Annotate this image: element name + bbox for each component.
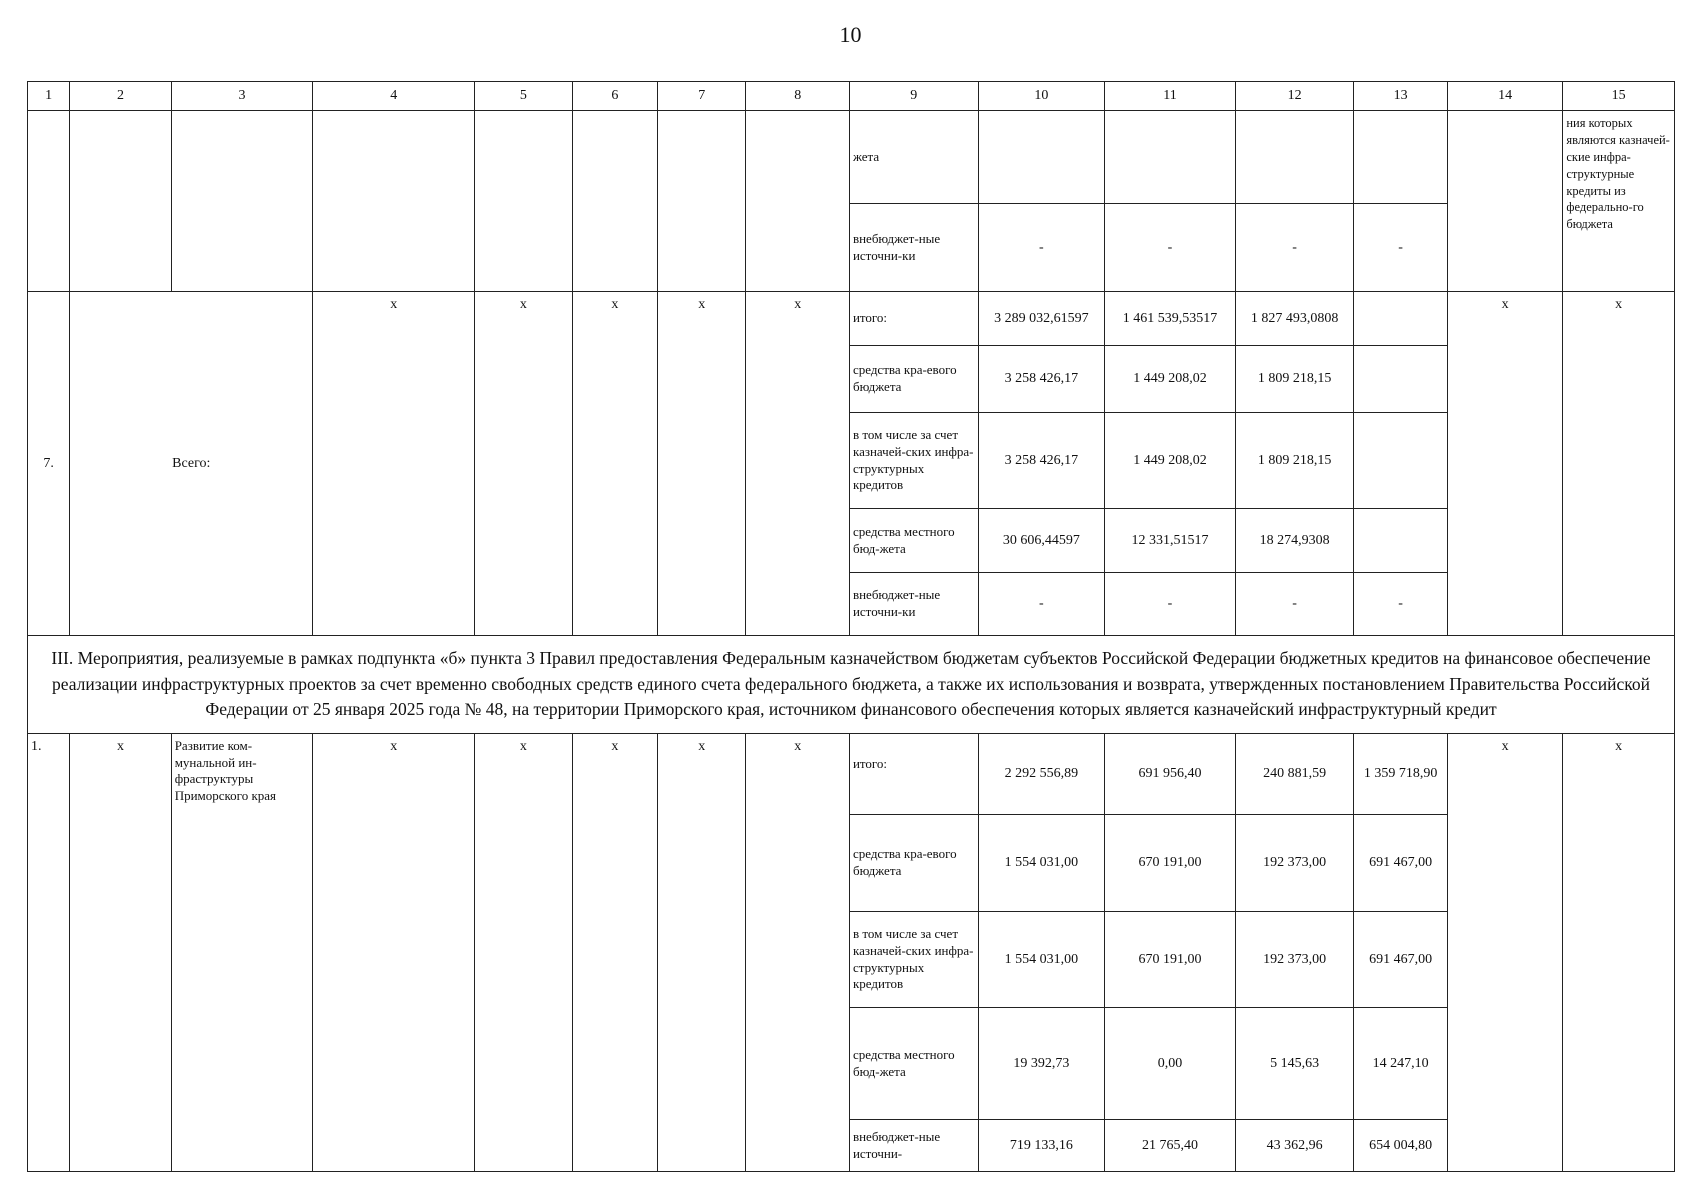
value-cell: 1 827 493,0808 <box>1235 292 1354 346</box>
column-number: 13 <box>1354 82 1447 111</box>
column-number: 2 <box>70 82 171 111</box>
value-cell: 2 292 556,89 <box>978 734 1105 815</box>
row-number: 7. <box>28 292 70 636</box>
x-mark: х <box>746 292 850 636</box>
column-number: 11 <box>1105 82 1236 111</box>
value-cell: 670 191,00 <box>1105 912 1236 1008</box>
x-mark: х <box>658 734 746 1172</box>
value-cell: 691 467,00 <box>1354 815 1447 912</box>
table-row <box>28 734 1675 815</box>
value-cell: 14 247,10 <box>1354 1008 1447 1120</box>
source-label: внебюджет-ные источни-ки <box>849 573 978 636</box>
value-cell: - <box>1105 204 1236 292</box>
value-cell: 12 331,51517 <box>1105 509 1236 573</box>
value-cell <box>1354 346 1447 413</box>
x-mark: х <box>313 734 475 1172</box>
value-cell <box>1235 111 1354 204</box>
value-cell: 691 956,40 <box>1105 734 1236 815</box>
column-number: 1 <box>28 82 70 111</box>
section-title: III. Мероприятия, реализуемые в рамках подпункта «б» пункта 3 Правил предоставления Федеральным казначейством бюджетам субъектов Российской Федерации бюджетных кредитов на финансовое обеспечение реализации инфраструктурных проектов за счет временно свободных средств единого счета федерального бюджета, а также их использования и возврата, утвержденных постановлением Правительства Российской Федерации от 25 января 2025 года № 48, на территории Приморского края, источником финансового обеспечения которых является казначейский инфраструктурный кредит <box>28 636 1675 734</box>
value-cell: - <box>1235 573 1354 636</box>
table-row <box>28 111 1675 204</box>
value-cell: - <box>1105 573 1236 636</box>
value-cell: 192 373,00 <box>1235 912 1354 1008</box>
column-number: 3 <box>171 82 313 111</box>
value-cell: 240 881,59 <box>1235 734 1354 815</box>
column-number: 4 <box>313 82 475 111</box>
source-label: в том числе за счет казначей-ских инфра-структурных кредитов <box>849 413 978 509</box>
column-number: 10 <box>978 82 1105 111</box>
value-cell <box>1354 292 1447 346</box>
x-mark: х <box>1563 734 1675 1172</box>
empty-cell <box>475 111 572 292</box>
empty-cell <box>746 111 850 292</box>
page-number: 10 <box>839 22 862 47</box>
value-cell: 1 809 218,15 <box>1235 413 1354 509</box>
empty-cell <box>171 111 313 292</box>
value-cell: 1 554 031,00 <box>978 815 1105 912</box>
value-cell <box>1354 413 1447 509</box>
value-cell: 5 145,63 <box>1235 1008 1354 1120</box>
x-mark: х <box>746 734 850 1172</box>
value-cell: 1 554 031,00 <box>978 912 1105 1008</box>
x-mark: х <box>70 734 171 1172</box>
section-row <box>28 636 1675 734</box>
column-number: 12 <box>1235 82 1354 111</box>
column-number: 5 <box>475 82 572 111</box>
empty-cell <box>70 111 171 292</box>
source-label: внебюджет-ные источни-ки <box>849 204 978 292</box>
value-cell: 1 449 208,02 <box>1105 346 1236 413</box>
value-cell: 670 191,00 <box>1105 815 1236 912</box>
source-label: в том числе за счет казначей-ских инфра-структурных кредитов <box>849 912 978 1008</box>
value-cell: 3 258 426,17 <box>978 346 1105 413</box>
x-mark: х <box>658 292 746 636</box>
column-number: 6 <box>572 82 657 111</box>
empty-cell <box>1447 111 1563 292</box>
total-label: Всего: <box>70 292 313 636</box>
value-cell: 1 461 539,53517 <box>1105 292 1236 346</box>
value-cell: 30 606,44597 <box>978 509 1105 573</box>
column-number-row <box>28 82 1675 111</box>
column-number: 8 <box>746 82 850 111</box>
value-cell: 654 004,80 <box>1354 1120 1447 1172</box>
source-label: жета <box>849 111 978 204</box>
empty-cell <box>28 111 70 292</box>
value-cell: 3 258 426,17 <box>978 413 1105 509</box>
value-cell: 3 289 032,61597 <box>978 292 1105 346</box>
x-mark: х <box>475 292 572 636</box>
value-cell: - <box>1235 204 1354 292</box>
column-number: 14 <box>1447 82 1563 111</box>
value-cell: 19 392,73 <box>978 1008 1105 1120</box>
value-cell: 691 467,00 <box>1354 912 1447 1008</box>
value-cell: - <box>1354 204 1447 292</box>
value-cell: 1 449 208,02 <box>1105 413 1236 509</box>
value-cell <box>1105 111 1236 204</box>
note-cell: ния которых являются казначей-ские инфра-структурные кредиты из федерально-го бюджета <box>1563 111 1675 292</box>
value-cell: 21 765,40 <box>1105 1120 1236 1172</box>
x-mark: х <box>572 292 657 636</box>
x-mark: х <box>1563 292 1675 636</box>
value-cell: 1 359 718,90 <box>1354 734 1447 815</box>
x-mark: х <box>1447 292 1563 636</box>
empty-cell <box>658 111 746 292</box>
x-mark: х <box>313 292 475 636</box>
source-label: внебюджет-ные источни- <box>849 1120 978 1172</box>
value-cell: 1 809 218,15 <box>1235 346 1354 413</box>
value-cell: 0,00 <box>1105 1008 1236 1120</box>
budget-table <box>27 81 1675 1172</box>
value-cell <box>1354 111 1447 204</box>
source-label: средства кра-евого бюджета <box>849 815 978 912</box>
empty-cell <box>572 111 657 292</box>
value-cell: 192 373,00 <box>1235 815 1354 912</box>
column-number: 9 <box>849 82 978 111</box>
source-label: средства кра-евого бюджета <box>849 346 978 413</box>
row-number: 1. <box>28 734 70 1172</box>
value-cell: 18 274,9308 <box>1235 509 1354 573</box>
value-cell: - <box>1354 573 1447 636</box>
source-label: итого: <box>849 292 978 346</box>
source-label: итого: <box>849 734 978 815</box>
column-number: 15 <box>1563 82 1675 111</box>
source-label: средства местного бюд-жета <box>849 1008 978 1120</box>
value-cell: 43 362,96 <box>1235 1120 1354 1172</box>
item-name: Развитие ком-мунальной ин-фраструктуры Приморского края <box>171 734 313 1172</box>
x-mark: х <box>475 734 572 1172</box>
empty-cell <box>313 111 475 292</box>
value-cell: - <box>978 204 1105 292</box>
value-cell <box>978 111 1105 204</box>
source-label: средства местного бюд-жета <box>849 509 978 573</box>
x-mark: х <box>1447 734 1563 1172</box>
column-number: 7 <box>658 82 746 111</box>
value-cell <box>1354 509 1447 573</box>
table-row <box>28 292 1675 346</box>
value-cell: - <box>978 573 1105 636</box>
value-cell: 719 133,16 <box>978 1120 1105 1172</box>
x-mark: х <box>572 734 657 1172</box>
